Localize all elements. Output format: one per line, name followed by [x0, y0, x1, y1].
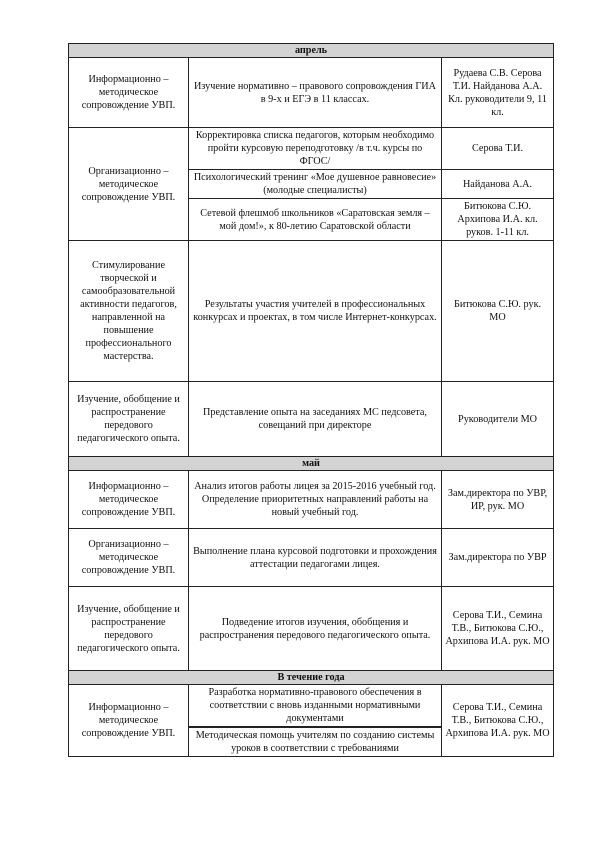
content-cell: Методическая помощь учителям по созданию системы уроков в соответствии с требованиями: [189, 727, 442, 757]
content-cell: Психологический тренинг «Мое душевное равновесие» (молодые специалисты): [189, 170, 442, 199]
table-row: [69, 471, 554, 529]
responsible-cell: Рудаева С.В. Серова Т.И. Найданова А.А. Кл. руководители 9, 11 кл.: [442, 58, 554, 128]
direction-cell: Изучение, обобщение и распространение передового педагогического опыта.: [69, 382, 189, 457]
work-plan-table: [68, 43, 554, 757]
section-header-april: [69, 44, 554, 58]
content-cell: Представление опыта на заседаниях МС педсовета, совещаний при директоре: [189, 382, 442, 457]
responsible-cell: Битюкова С.Ю. Архипова И.А. кл. руков. 1-11 кл.: [442, 199, 554, 241]
direction-cell: Организационно – методическое сопровождение УВП.: [69, 128, 189, 241]
direction-cell: Информационно – методическое сопровождение УВП.: [69, 58, 189, 128]
content-cell: Результаты участия учителей в профессиональных конкурсах и проектах, в том числе Интернет-конкурсах.: [189, 241, 442, 382]
table-row: [69, 685, 554, 728]
table-row: [69, 58, 554, 128]
direction-cell: Информационно – методическое сопровождение УВП.: [69, 685, 189, 757]
direction-cell: Стимулирование творческой и самообразовательной активности педагогов, направленной на повышение профессионального мастерства.: [69, 241, 189, 382]
table-row: [69, 128, 554, 170]
content-cell: Изучение нормативно – правового сопровождения ГИА в 9-х и ЕГЭ в 11 классах.: [189, 58, 442, 128]
section-title: май: [69, 457, 554, 471]
table-row: [69, 241, 554, 382]
section-header-year: [69, 671, 554, 685]
responsible-cell: Битюкова С.Ю. рук. МО: [442, 241, 554, 382]
content-cell: Сетевой флешмоб школьников «Саратовская земля – мой дом!», к 80-летию Саратовской области: [189, 199, 442, 241]
direction-cell: Информационно – методическое сопровождение УВП.: [69, 471, 189, 529]
responsible-cell: Зам.директора по УВР, ИР, рук. МО: [442, 471, 554, 529]
section-title: апрель: [69, 44, 554, 58]
responsible-cell: Зам.директора по УВР: [442, 529, 554, 587]
section-title: В течение года: [69, 671, 554, 685]
section-header-may: [69, 457, 554, 471]
content-cell: Анализ итогов работы лицея за 2015-2016 учебный год. Определение приоритетных направлений работы на новый учебный год.: [189, 471, 442, 529]
direction-cell: Организационно – методическое сопровождение УВП.: [69, 529, 189, 587]
responsible-cell: Найданова А.А.: [442, 170, 554, 199]
content-cell: Подведение итогов изучения, обобщения и распространения передового педагогического опыта.: [189, 587, 442, 671]
content-cell: Корректировка списка педагогов, которым необходимо пройти курсовую переподготовку /в т.ч. курсы по ФГОС/: [189, 128, 442, 170]
content-cell: Выполнение плана курсовой подготовки и прохождения аттестации педагогами лицея.: [189, 529, 442, 587]
responsible-cell: Серова Т.И.: [442, 128, 554, 170]
table-row: [69, 382, 554, 457]
table-row: [69, 587, 554, 671]
content-cell: Разработка нормативно-правового обеспечения в соответствии с вновь изданными нормативными документами: [189, 685, 442, 728]
table-row: [69, 529, 554, 587]
responsible-cell: Руководители МО: [442, 382, 554, 457]
responsible-cell: Серова Т.И., Семина Т.В., Битюкова С.Ю., Архипова И.А. рук. МО: [442, 587, 554, 671]
direction-cell: Изучение, обобщение и распространение передового педагогического опыта.: [69, 587, 189, 671]
responsible-cell: Серова Т.И., Семина Т.В., Битюкова С.Ю., Архипова И.А. рук. МО: [442, 685, 554, 757]
